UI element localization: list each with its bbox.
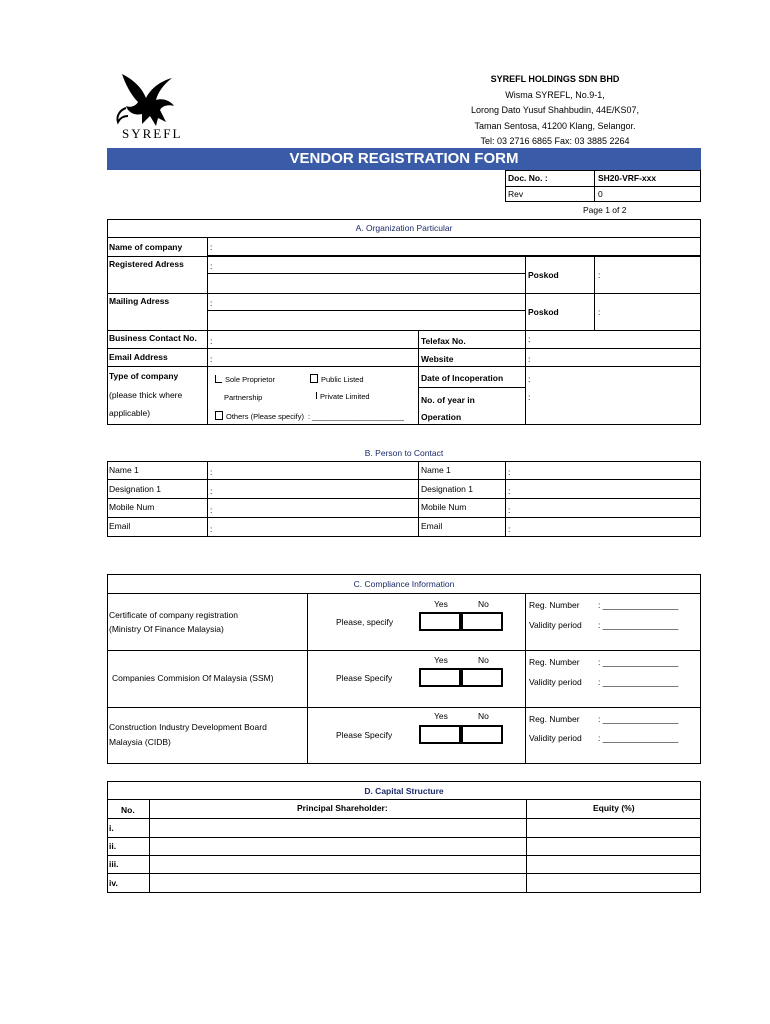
partnership-option[interactable]: Partnership (224, 393, 263, 402)
others-checkbox[interactable] (215, 411, 223, 420)
compliance-row-3-name: Construction Industry Development Board (109, 722, 267, 732)
compliance-row-2-name: Companies Commision Of Malaysia (SSM) (112, 673, 274, 683)
contact-name-field-1[interactable] (208, 462, 417, 478)
equity-header: Equity (%) (593, 803, 635, 813)
validity-field-3[interactable]: : ________________ (598, 733, 679, 743)
rev-value: 0 (598, 189, 603, 199)
reg-number-field-2[interactable]: : ________________ (598, 657, 679, 667)
equity-field-3[interactable] (527, 856, 700, 872)
validity-field-2[interactable]: : ________________ (598, 677, 679, 687)
telefax-field[interactable] (526, 331, 700, 348)
contact-email-field-2[interactable] (506, 518, 700, 536)
mobile-num-label-1: Mobile Num (109, 502, 155, 512)
company-contact: Tel: 03 2716 6865 Fax: 03 3885 2264 (480, 136, 630, 146)
please-tick-label: (please thick where (109, 390, 183, 400)
type-of-company-label: Type of company (109, 371, 179, 381)
contact-email-label-1: Email (109, 521, 131, 531)
principal-shareholder-header: Principal Shareholder: (297, 803, 388, 813)
mobile-num-field-1[interactable] (208, 499, 417, 516)
compliance-row-3-yes-box[interactable] (419, 725, 461, 744)
mailing-address-field[interactable] (208, 294, 524, 330)
designation-field-1[interactable] (208, 480, 417, 497)
company-address-1: Wisma SYREFL, No.9-1, (505, 89, 605, 100)
doc-no-value: SH20-VRF-xxx (598, 173, 657, 183)
website-field[interactable] (526, 349, 700, 366)
company-logo (112, 70, 192, 140)
validity-label-1: Validity period (529, 620, 582, 630)
section-c-title: C. Compliance Information (353, 579, 455, 589)
no-label-3: No (478, 711, 489, 721)
section-a-title: A. Organization Particular (355, 223, 453, 233)
private-limited-option[interactable]: Private Limited (316, 392, 370, 402)
compliance-row-1-name: Certificate of company registration (109, 610, 238, 620)
reg-number-label-1: Reg. Number (529, 600, 580, 610)
page-number: Page 1 of 2 (583, 205, 627, 215)
compliance-row-1-name-2: (Ministry Of Finance Malaysia) (109, 624, 224, 634)
contact-name-field-2[interactable] (506, 462, 700, 478)
compliance-row-3-specify: Please Specify (336, 730, 393, 740)
capital-row-no-2: ii. (109, 841, 117, 851)
mailing-address-label: Mailing Adress (109, 296, 170, 306)
rev-label: Rev (508, 189, 524, 199)
reg-number-label-2: Reg. Number (529, 657, 580, 667)
capital-row-no-1: i. (109, 823, 114, 833)
form-title: VENDOR REGISTRATION FORM (289, 150, 519, 167)
no-label-2: No (478, 655, 489, 665)
poskod-label-2: Poskod (528, 307, 559, 317)
shareholder-field-3[interactable] (150, 856, 525, 872)
business-contact-label: Business Contact No. (109, 333, 197, 343)
shareholder-field-4[interactable] (150, 874, 525, 892)
reg-number-field-1[interactable]: : ________________ (598, 600, 679, 610)
years-in-operation-label: No. of year in (421, 395, 475, 405)
designation-label-1: Designation 1 (109, 484, 161, 494)
equity-field-1[interactable] (527, 819, 700, 836)
equity-field-4[interactable] (527, 874, 700, 892)
registered-address-field[interactable] (208, 257, 524, 293)
mobile-num-field-2[interactable] (506, 499, 700, 516)
reg-number-field-3[interactable]: : ________________ (598, 714, 679, 724)
designation-label-2: Designation 1 (421, 484, 473, 494)
doc-no-label: Doc. No. : (508, 173, 548, 183)
company-address-2: Lorong Dato Yusuf Shahbudin, 44E/KS07, (471, 105, 639, 115)
section-b-title: B. Person to Contact (364, 448, 444, 458)
yes-label-2: Yes (434, 655, 448, 665)
reg-number-label-3: Reg. Number (529, 714, 580, 724)
others-specify-field[interactable]: : ______________________ (308, 412, 404, 421)
compliance-row-2-no-box[interactable] (461, 668, 503, 687)
contact-name-label-2: Name 1 (421, 465, 451, 475)
company-address-3: Taman Sentosa, 41200 Klang, Selangor. (474, 120, 636, 131)
compliance-row-1-no-box[interactable] (461, 612, 503, 631)
validity-field-1[interactable]: : ________________ (598, 620, 679, 630)
compliance-row-1-specify: Please, specify (336, 617, 394, 627)
capital-no-header: No. (121, 805, 135, 815)
capital-row-no-4: iv. (109, 878, 118, 888)
public-listed-option[interactable]: Public Listed (310, 374, 364, 385)
applicable-label: applicable) (109, 408, 151, 418)
compliance-row-2-yes-box[interactable] (419, 668, 461, 687)
registered-address-label: Registered Adress (109, 259, 184, 269)
yes-label-3: Yes (434, 711, 448, 721)
logo-text: SYREFL (122, 126, 183, 141)
contact-email-label-2: Email (421, 521, 443, 531)
compliance-row-1-yes-box[interactable] (419, 612, 461, 631)
equity-field-2[interactable] (527, 838, 700, 854)
telefax-label: Telefax No. (421, 336, 466, 346)
public-listed-checkbox[interactable] (310, 374, 318, 383)
company-name: SYREFL HOLDINGS SDN BHD (490, 74, 620, 84)
compliance-row-3-name-2: Malaysia (CIDB) (109, 737, 171, 747)
shareholder-field-1[interactable] (150, 819, 525, 836)
yes-label-1: Yes (434, 599, 448, 609)
no-label-1: No (478, 599, 489, 609)
name-of-company-label: Name of company (109, 242, 183, 252)
date-of-incorporation-label: Date of Incoperation (421, 373, 504, 383)
email-address-label: Email Address (109, 352, 168, 362)
compliance-row-2-specify: Please Specify (336, 673, 393, 683)
capital-row-no-3: iii. (109, 859, 119, 869)
contact-name-label-1: Name 1 (109, 465, 139, 475)
others-option[interactable]: Others (Please specify) (215, 411, 304, 422)
griffin-logo-icon (112, 70, 192, 128)
shareholder-field-2[interactable] (150, 838, 525, 854)
poskod-label-1: Poskod (528, 270, 559, 280)
compliance-row-3-no-box[interactable] (461, 725, 503, 744)
section-d-title: D. Capital Structure (364, 786, 444, 796)
date-of-incorporation-field[interactable] (526, 367, 700, 386)
website-label: Website (421, 354, 454, 364)
designation-field-2[interactable] (506, 480, 700, 497)
validity-label-3: Validity period (529, 733, 582, 743)
sole-proprietor-checkbox[interactable] (215, 375, 222, 383)
years-in-operation-field[interactable] (526, 388, 700, 424)
contact-email-field-1[interactable] (208, 518, 417, 536)
validity-label-2: Validity period (529, 677, 582, 687)
company-header (440, 72, 670, 150)
name-of-company-field[interactable] (207, 237, 701, 256)
business-contact-field[interactable] (208, 331, 417, 348)
private-limited-checkbox[interactable] (316, 392, 317, 399)
operation-label: Operation (421, 412, 462, 422)
mobile-num-label-2: Mobile Num (421, 502, 467, 512)
sole-proprietor-option[interactable]: Sole Proprietor (215, 375, 275, 385)
email-address-field[interactable] (208, 349, 417, 366)
